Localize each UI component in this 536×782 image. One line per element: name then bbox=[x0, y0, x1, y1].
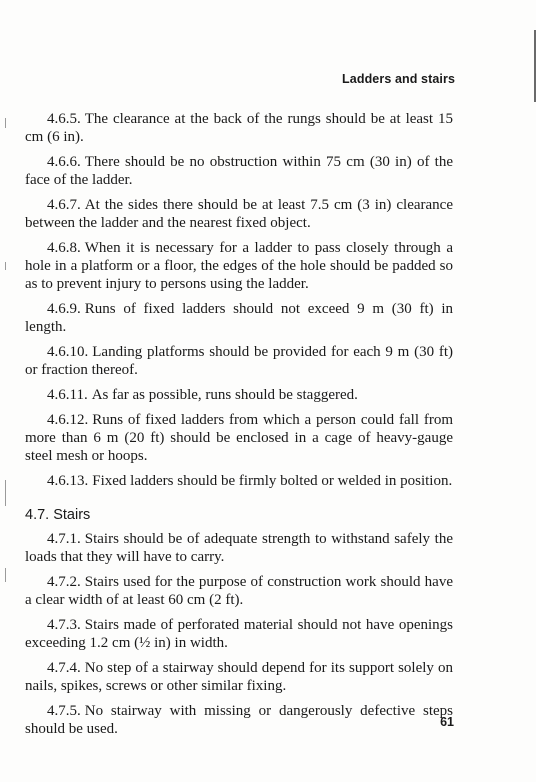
body-text bbox=[25, 110, 453, 745]
margin-mark bbox=[5, 118, 6, 128]
paragraph-number: 4.7.1. bbox=[47, 531, 81, 547]
section-heading: 4.7. Stairs bbox=[25, 507, 91, 523]
paragraph-text: As far as possible, runs should be staggered. bbox=[91, 387, 358, 403]
paragraph-text: No stairway with missing or dangerously defective steps should be used. bbox=[25, 703, 453, 737]
paragraph-text: No step of a stairway should depend for its support solely on nails, spikes, screws or other similar fixing. bbox=[25, 660, 453, 694]
paragraph-number: 4.6.6. bbox=[47, 154, 81, 170]
paragraph-number: 4.7.3. bbox=[47, 617, 81, 633]
paragraph bbox=[25, 472, 453, 490]
margin-mark bbox=[5, 262, 6, 270]
paragraph-text: The clearance at the back of the rungs should be at least 15 cm (6 in). bbox=[25, 111, 453, 145]
paragraph bbox=[25, 300, 453, 336]
paragraph-text: When it is necessary for a ladder to pass closely through a hole in a platform or a floor, the edges of the hole should be padded so as to prevent injury to persons using the ladder. bbox=[25, 240, 453, 292]
running-title: Ladders and stairs bbox=[342, 72, 455, 86]
paragraph-number: 4.6.7. bbox=[47, 197, 81, 213]
paragraph bbox=[25, 702, 453, 738]
paragraph-text: Landing platforms should be provided for each 9 m (30 ft) or fraction thereof. bbox=[25, 344, 453, 378]
page-number: 61 bbox=[440, 715, 454, 729]
margin-mark bbox=[5, 480, 6, 506]
paragraph bbox=[25, 343, 453, 379]
paragraph-number: 4.6.8. bbox=[47, 240, 81, 256]
paragraph-number: 4.6.10. bbox=[47, 344, 89, 360]
paragraph bbox=[25, 196, 453, 232]
paragraph-text: Runs of fixed ladders from which a person could fall from more than 6 m (20 ft) should be enclosed in a cage of heavy-gauge steel mesh or hoops. bbox=[25, 412, 453, 464]
paragraph bbox=[25, 239, 453, 293]
paragraph-text: Stairs made of perforated material should not have openings exceeding 1.2 cm (½ in) in width. bbox=[25, 617, 453, 651]
paragraph bbox=[25, 659, 453, 695]
paragraph bbox=[25, 386, 453, 404]
paragraph-number: 4.6.5. bbox=[47, 111, 81, 127]
paragraph-text: Stairs used for the purpose of construction work should have a clear width of at least 60 cm (2 ft). bbox=[25, 574, 453, 608]
paragraph-number: 4.7.2. bbox=[47, 574, 81, 590]
paragraph bbox=[25, 616, 453, 652]
paragraph bbox=[25, 153, 453, 189]
paragraph bbox=[25, 411, 453, 465]
paragraph-number: 4.6.11. bbox=[47, 387, 88, 403]
paragraph-number: 4.7.5. bbox=[47, 703, 81, 719]
paragraph-text: At the sides there should be at least 7.5 cm (3 in) clearance between the ladder and the nearest fixed object. bbox=[25, 197, 453, 231]
paragraph-number: 4.6.12. bbox=[47, 412, 89, 428]
paragraph bbox=[25, 530, 453, 566]
paragraph-text: There should be no obstruction within 75 cm (30 in) of the face of the ladder. bbox=[25, 154, 453, 188]
paragraph-number: 4.6.13. bbox=[47, 473, 89, 489]
margin-mark bbox=[5, 568, 6, 582]
paragraph-text: Stairs should be of adequate strength to withstand safely the loads that they will have to carry. bbox=[25, 531, 453, 565]
paragraph-text: Fixed ladders should be firmly bolted or welded in position. bbox=[92, 473, 453, 489]
paragraph-number: 4.6.9. bbox=[47, 301, 81, 317]
paragraph bbox=[25, 573, 453, 609]
paragraph-number: 4.7.4. bbox=[47, 660, 81, 676]
paragraph-text: Runs of fixed ladders should not exceed 9 m (30 ft) in length. bbox=[25, 301, 453, 335]
paragraph bbox=[25, 110, 453, 146]
